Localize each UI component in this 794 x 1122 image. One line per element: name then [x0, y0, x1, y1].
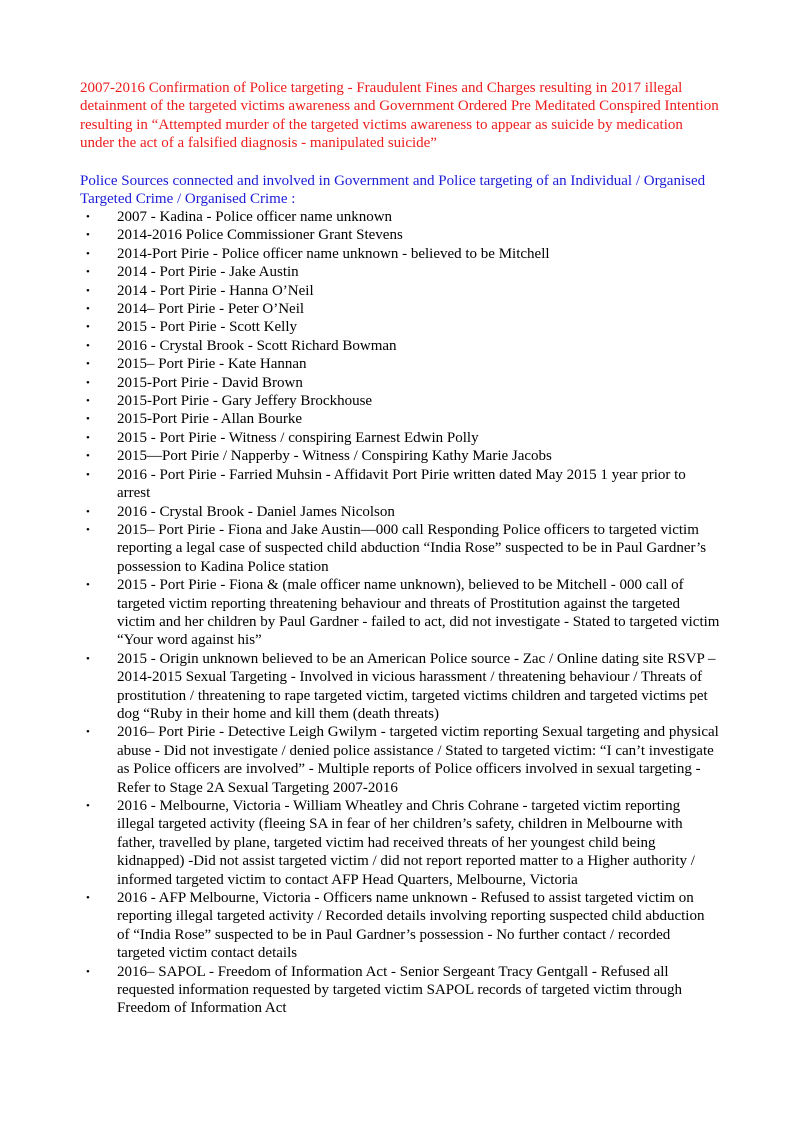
- bullet-icon: •: [86, 800, 90, 812]
- bullet-icon: •: [86, 211, 90, 223]
- bullet-icon: •: [86, 395, 90, 408]
- list-item-text: 2016 - Port Pirie - Farried Muhsin - Affidavit Port Pirie written dated May 2015 1 year prior to arrest: [117, 466, 686, 502]
- list-item-text: 2015—Port Pirie / Napperby - Witness / Conspiring Kathy Marie Jacobs: [117, 448, 552, 465]
- list-item-text: 2016– Port Pirie - Detective Leigh Gwilym - targeted victim reporting Sexual targeting and physical abuse - Did not investigate / denied police assistance / Stated to targeted victim: “I can’t investigate as Police officers are involved” - Multiple reports of Police officers involved in sexual targeting - Refer to Stage 2A Sexual Targeting 2007-2016: [117, 724, 719, 796]
- list-item: [80, 392, 720, 410]
- bullet-icon: •: [86, 321, 90, 334]
- bullet-icon: •: [86, 303, 90, 316]
- list-item-text: 2016– SAPOL - Freedom of Information Act - Senior Sergeant Tracy Gentgall - Refused all requested information requested by targeted victim SAPOL records of targeted victim through Freedom of Information Act: [117, 963, 682, 1017]
- list-item: [80, 576, 720, 650]
- list-item-text: 2014 - Port Pirie - Hanna O’Neil: [117, 282, 314, 299]
- list-item-text: 2007 - Kadina - Police officer name unknown: [117, 209, 393, 225]
- list-item-text: 2016 - Crystal Brook - Scott Richard Bowman: [117, 337, 397, 354]
- bullet-icon: •: [86, 652, 90, 665]
- bullet-icon: •: [86, 247, 90, 260]
- list-item: [80, 723, 720, 797]
- list-item-text: 2016 - AFP Melbourne, Victoria - Officers name unknown - Refused to assist targeted victim on reporting illegal targeted activity / Recorded details involving reporting suspected child abduction of “India Rose” suspected to be in Paul Gardner’s possession - No further contact / recorded targeted victim contact details: [117, 890, 705, 962]
- list-item: [80, 963, 720, 1018]
- blue-heading: Police Sources connected and involved in Government and Police targeting of an Individual / Organised Targeted Crime / Organised Crime :: [80, 173, 706, 208]
- list-item: [80, 410, 720, 428]
- bullet-icon: •: [86, 431, 90, 444]
- list-item: [80, 447, 720, 465]
- list-item: [80, 245, 720, 263]
- bullet-icon: •: [86, 229, 90, 242]
- list-item-text: 2015– Port Pirie - Kate Hannan: [117, 356, 307, 373]
- list-item: [80, 226, 720, 244]
- list-item-text: 2015 - Origin unknown believed to be an American Police source - Zac / Online dating site RSVP –2014-2015 Sexual Targeting - Involved in vicious harassment / threatening behaviour / Threats of prostitution / threatening to rape targeted victim, targeted victims children and targeted victims pet dog “Ruby in their home and kill them (death threats): [117, 650, 716, 722]
- list-item-text: 2015-Port Pirie - Allan Bourke: [117, 411, 302, 428]
- list-item-text: 2015 - Port Pirie - Witness / conspiring Earnest Edwin Polly: [117, 429, 479, 446]
- list-item: [80, 208, 720, 226]
- list-item: [80, 300, 720, 318]
- list-item: [80, 503, 720, 521]
- list-item: [80, 521, 720, 576]
- bullet-icon: •: [86, 468, 90, 481]
- bullet-icon: •: [86, 376, 90, 389]
- bullet-icon: •: [86, 523, 90, 536]
- police-sources-list: [80, 208, 720, 1018]
- list-item: [80, 318, 720, 336]
- list-item-text: 2014-Port Pirie - Police officer name unknown - believed to be Mitchell: [117, 245, 550, 262]
- list-item: [80, 282, 720, 300]
- bullet-icon: •: [86, 892, 90, 905]
- list-item-text: 2014 - Port Pirie - Jake Austin: [117, 264, 299, 281]
- list-item: [80, 374, 720, 392]
- bullet-icon: •: [86, 450, 90, 463]
- list-item: [80, 650, 720, 724]
- bullet-icon: •: [86, 505, 90, 518]
- list-item-text: 2015-Port Pirie - Gary Jeffery Brockhouse: [117, 393, 373, 410]
- list-item-text: 2016 - Melbourne, Victoria - William Wheatley and Chris Cohrane - targeted victim reporting illegal targeted activity (fleeing SA in fear of her children’s safety, children in Melbourne with father, travelled by plane, targeted victim had received threats of her youngest child being kidnapped) -Did not assist targeted victim / did not report reported matter to a Higher authority / informed targeted victim to contact AFP Head Quarters, Melbourne, Victoria: [117, 798, 695, 888]
- bullet-icon: •: [86, 358, 90, 371]
- bullet-icon: •: [86, 339, 90, 352]
- list-item: [80, 797, 720, 889]
- bullet-icon: •: [86, 413, 90, 426]
- bullet-icon: •: [86, 965, 90, 978]
- list-item: [80, 337, 720, 355]
- list-item-text: 2015-Port Pirie - David Brown: [117, 374, 303, 391]
- bullet-icon: •: [86, 266, 90, 279]
- red-heading: 2007-2016 Confirmation of Police targeting - Fraudulent Fines and Charges resulting in 2017 illegal detainment of the targeted victims awareness and Government Ordered Pre Meditated Conspired Intention resulting in “Attempted murder of the targeted victims awareness to appear as suicide by medication under the act of a falsified diagnosis - manipulated suicide”: [80, 80, 719, 152]
- list-item-text: 2015 - Port Pirie - Scott Kelly: [117, 319, 297, 336]
- list-item: [80, 263, 720, 281]
- list-item-text: 2014– Port Pirie - Peter O’Neil: [117, 301, 305, 318]
- list-item: [80, 889, 720, 963]
- bullet-icon: •: [86, 579, 90, 592]
- list-item: [80, 355, 720, 373]
- bullet-icon: •: [86, 726, 90, 739]
- list-item-text: 2016 - Crystal Brook - Daniel James Nicolson: [117, 503, 395, 520]
- list-item-text: 2015 - Port Pirie - Fiona & (male officer name unknown), believed to be Mitchell - 000 call of targeted victim reporting threatening behaviour and threats of Prostitution against the targeted victim and her children by Paul Gardner - failed to act, did not investigate - Stated to targeted victim “Your word against his”: [117, 577, 720, 649]
- bullet-icon: •: [86, 284, 90, 297]
- list-item: [80, 466, 720, 503]
- list-item: [80, 429, 720, 447]
- list-item-text: 2015– Port Pirie - Fiona and Jake Austin—000 call Responding Police officers to targeted victim reporting a legal case of suspected child abduction “India Rose” suspected to be in Paul Gardner’s possession to Kadina Police station: [117, 521, 707, 575]
- list-item-text: 2014-2016 Police Commissioner Grant Stevens: [117, 227, 403, 244]
